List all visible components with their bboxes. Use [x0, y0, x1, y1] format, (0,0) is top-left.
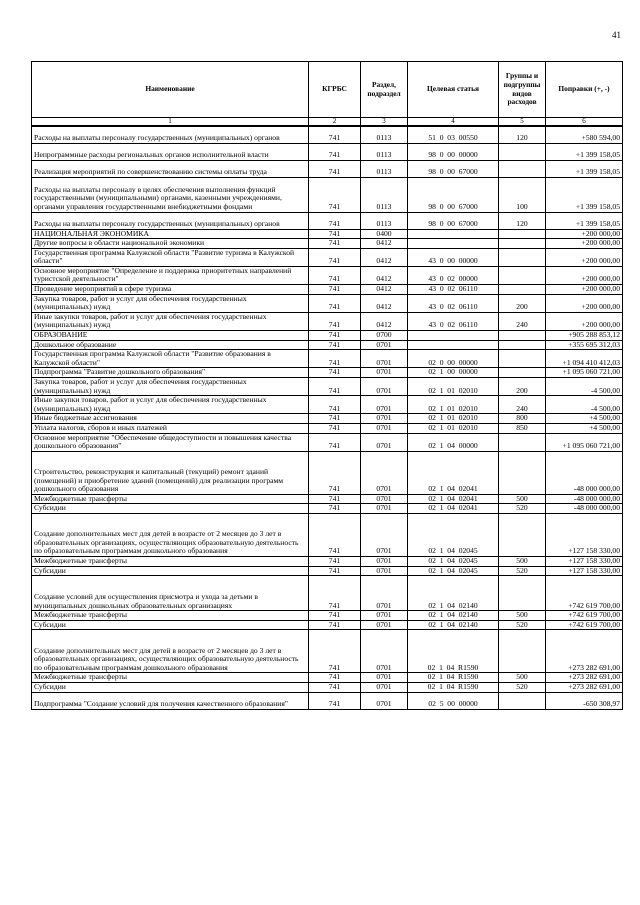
- budget-amendments-table: [31, 61, 623, 710]
- header-article: Целевая статья: [408, 62, 499, 118]
- row-expense-group: 120: [499, 126, 546, 143]
- row-target-article: [408, 239, 499, 249]
- col-number: 2: [309, 118, 361, 127]
- row-amount: -650 308,97: [546, 692, 623, 709]
- row-expense-group: [499, 576, 546, 611]
- row-target-article: 02 1 04 02041: [408, 504, 499, 514]
- row-target-article: 98 0 00 67000: [408, 177, 499, 212]
- col-number: 3: [361, 118, 408, 127]
- table-row: [32, 331, 623, 341]
- row-section: 0701: [361, 611, 408, 621]
- table-row: [32, 433, 623, 451]
- row-target-article: 02 1 01 02010: [408, 378, 499, 396]
- row-expense-group: 520: [499, 682, 546, 692]
- row-amount: +4 500,00: [546, 414, 623, 424]
- row-name: Государственная программа Калужской области "Развитие образования в Калужской области": [32, 350, 309, 368]
- row-section: 0701: [361, 451, 408, 494]
- row-expense-group: [499, 266, 546, 284]
- table-row: [32, 340, 623, 350]
- row-section: 0701: [361, 340, 408, 350]
- row-amount: +273 282 691,00: [546, 682, 623, 692]
- row-target-article: 43 0 02 06110: [408, 312, 499, 330]
- row-section: 0701: [361, 378, 408, 396]
- row-expense-group: 850: [499, 423, 546, 433]
- row-target-article: 02 1 00 00000: [408, 368, 499, 378]
- header-krbs: КГРБС: [309, 62, 361, 118]
- row-expense-group: 500: [499, 611, 546, 621]
- row-krbs: 741: [309, 566, 361, 576]
- row-name: Расходы на выплаты персоналу в целях обеспечения выполнения функций государственными (муниципальными) органами, казенными учреждениями, органами управления государственными внебюджетными фондами: [32, 177, 309, 212]
- row-expense-group: 240: [499, 312, 546, 330]
- row-amount: +200 000,00: [546, 229, 623, 239]
- table-row: [32, 423, 623, 433]
- row-name: Расходы на выплаты персоналу государственных (муниципальных) органов: [32, 212, 309, 229]
- row-section: 0113: [361, 143, 408, 160]
- row-amount: +273 282 691,00: [546, 673, 623, 683]
- table-row: [32, 368, 623, 378]
- table-row: [32, 285, 623, 295]
- row-amount: +1 399 158,05: [546, 212, 623, 229]
- row-expense-group: [499, 368, 546, 378]
- row-target-article: 98 0 00 67000: [408, 212, 499, 229]
- row-name: Субсидии: [32, 566, 309, 576]
- row-amount: -4 500,00: [546, 396, 623, 414]
- row-krbs: 741: [309, 160, 361, 177]
- row-section: 0701: [361, 630, 408, 673]
- row-section: 0701: [361, 620, 408, 630]
- row-krbs: 741: [309, 423, 361, 433]
- row-amount: +273 282 691,00: [546, 630, 623, 673]
- row-amount: +1 399 158,05: [546, 160, 623, 177]
- table-row: [32, 494, 623, 504]
- row-expense-group: [499, 630, 546, 673]
- row-name: Реализация мероприятий по совершенствованию системы оплаты труда: [32, 160, 309, 177]
- row-krbs: 741: [309, 177, 361, 212]
- row-amount: +4 500,00: [546, 423, 623, 433]
- row-krbs: 741: [309, 212, 361, 229]
- row-section: 0701: [361, 368, 408, 378]
- row-expense-group: 520: [499, 620, 546, 630]
- row-expense-group: [499, 239, 546, 249]
- row-amount: +580 594,00: [546, 126, 623, 143]
- row-target-article: 02 1 04 00000: [408, 433, 499, 451]
- row-section: 0113: [361, 177, 408, 212]
- row-krbs: 741: [309, 451, 361, 494]
- header-groups: Группы и подгруппы видов расходов: [499, 62, 546, 118]
- table-row: [32, 266, 623, 284]
- row-name: Закупка товаров, работ и услуг для обеспечения государственных (муниципальных) нужд: [32, 294, 309, 312]
- row-expense-group: 240: [499, 396, 546, 414]
- row-section: 0700: [361, 331, 408, 341]
- row-krbs: 741: [309, 513, 361, 556]
- table-row: [32, 620, 623, 630]
- col-number: 5: [499, 118, 546, 127]
- row-name: Основное мероприятие "Определение и поддержка приоритетных направлений туристской деятельности": [32, 266, 309, 284]
- table-row: [32, 504, 623, 514]
- row-amount: +200 000,00: [546, 248, 623, 266]
- row-section: 0412: [361, 294, 408, 312]
- header-name: Наименование: [32, 62, 309, 118]
- row-krbs: 741: [309, 143, 361, 160]
- row-krbs: 741: [309, 576, 361, 611]
- table-row: [32, 566, 623, 576]
- row-krbs: 741: [309, 673, 361, 683]
- table-row: [32, 160, 623, 177]
- row-amount: +1 399 158,05: [546, 143, 623, 160]
- row-name: Основное мероприятие "Обеспечение общедоступности и повышения качества дошкольного образования": [32, 433, 309, 451]
- header-amendments: Поправки (+, -): [546, 62, 623, 118]
- row-target-article: 43 0 00 00000: [408, 248, 499, 266]
- row-amount: +742 619 700,00: [546, 620, 623, 630]
- row-amount: +127 158 330,00: [546, 556, 623, 566]
- row-krbs: 741: [309, 682, 361, 692]
- row-krbs: 741: [309, 294, 361, 312]
- row-name: Субсидии: [32, 504, 309, 514]
- table-row: [32, 378, 623, 396]
- row-target-article: 02 1 04 02045: [408, 513, 499, 556]
- row-amount: -4 500,00: [546, 378, 623, 396]
- table-row: [32, 248, 623, 266]
- table-row: [32, 630, 623, 673]
- table-row: [32, 177, 623, 212]
- table-row: [32, 143, 623, 160]
- row-target-article: [408, 340, 499, 350]
- row-target-article: 02 1 04 02041: [408, 494, 499, 504]
- row-amount: +742 619 700,00: [546, 576, 623, 611]
- row-amount: +1 094 410 412,03: [546, 350, 623, 368]
- row-expense-group: 500: [499, 556, 546, 566]
- row-section: 0701: [361, 673, 408, 683]
- row-expense-group: [499, 433, 546, 451]
- row-krbs: 741: [309, 248, 361, 266]
- table-row: [32, 396, 623, 414]
- row-amount: +905 288 853,12: [546, 331, 623, 341]
- table-row: [32, 294, 623, 312]
- row-expense-group: [499, 350, 546, 368]
- table-row: [32, 312, 623, 330]
- row-name: Создание дополнительных мест для детей в возрасте от 2 месяцев до 3 лет в образовательных организациях, осуществляющих образовательную деятельность по образовательным программам дошкольного образования: [32, 630, 309, 673]
- table-row: [32, 212, 623, 229]
- row-expense-group: 200: [499, 294, 546, 312]
- row-expense-group: 200: [499, 378, 546, 396]
- header-section: Раздел, подраздел: [361, 62, 408, 118]
- row-krbs: 741: [309, 433, 361, 451]
- row-krbs: 741: [309, 630, 361, 673]
- row-target-article: 98 0 00 00000: [408, 143, 499, 160]
- row-krbs: 741: [309, 266, 361, 284]
- row-krbs: 741: [309, 331, 361, 341]
- table-row: [32, 673, 623, 683]
- row-section: 0412: [361, 285, 408, 295]
- row-section: 0701: [361, 556, 408, 566]
- row-krbs: 741: [309, 504, 361, 514]
- table-row: [32, 556, 623, 566]
- row-expense-group: [499, 451, 546, 494]
- row-target-article: 43 0 02 06110: [408, 294, 499, 312]
- table-row: [32, 682, 623, 692]
- row-target-article: [408, 331, 499, 341]
- row-target-article: 02 1 04 02140: [408, 576, 499, 611]
- row-section: 0701: [361, 566, 408, 576]
- row-name: Межбюджетные трансферты: [32, 494, 309, 504]
- row-expense-group: 500: [499, 673, 546, 683]
- row-name: Непрограммные расходы региональных органов исполнительной власти: [32, 143, 309, 160]
- row-expense-group: 120: [499, 212, 546, 229]
- row-target-article: 02 1 01 02010: [408, 396, 499, 414]
- row-expense-group: [499, 692, 546, 709]
- row-name: Расходы на выплаты персоналу государственных (муниципальных) органов: [32, 126, 309, 143]
- row-section: 0701: [361, 350, 408, 368]
- row-name: Подпрограмма "Создание условий для получения качественного образования": [32, 692, 309, 709]
- row-name: Проведение мероприятий в сфере туризма: [32, 285, 309, 295]
- row-section: 0412: [361, 266, 408, 284]
- table-header-row: [32, 62, 623, 118]
- row-target-article: 02 1 04 02045: [408, 556, 499, 566]
- table-row: [32, 611, 623, 621]
- row-section: 0701: [361, 682, 408, 692]
- row-expense-group: [499, 340, 546, 350]
- row-amount: +1 095 060 721,00: [546, 433, 623, 451]
- row-target-article: 02 1 04 02140: [408, 611, 499, 621]
- row-amount: -48 000 000,00: [546, 504, 623, 514]
- table-row: [32, 414, 623, 424]
- row-krbs: 741: [309, 620, 361, 630]
- row-krbs: 741: [309, 611, 361, 621]
- row-name: Иные закупки товаров, работ и услуг для обеспечения государственных (муниципальных) нужд: [32, 396, 309, 414]
- row-expense-group: [499, 248, 546, 266]
- row-name: Межбюджетные трансферты: [32, 556, 309, 566]
- row-section: 0113: [361, 160, 408, 177]
- row-section: 0113: [361, 212, 408, 229]
- page-number: 41: [612, 30, 621, 40]
- row-section: 0701: [361, 494, 408, 504]
- row-krbs: 741: [309, 285, 361, 295]
- row-target-article: 98 0 00 67000: [408, 160, 499, 177]
- row-expense-group: 500: [499, 494, 546, 504]
- row-krbs: 741: [309, 126, 361, 143]
- row-section: 0412: [361, 239, 408, 249]
- row-name: ОБРАЗОВАНИЕ: [32, 331, 309, 341]
- row-target-article: 02 1 04 R1590: [408, 673, 499, 683]
- row-amount: +200 000,00: [546, 294, 623, 312]
- row-section: 0701: [361, 396, 408, 414]
- row-name: Строительство, реконструкция и капитальный (текущий) ремонт зданий (помещений) и приобретение зданий (помещений) для реализации программ дошкольного образования: [32, 451, 309, 494]
- row-name: Уплата налогов, сборов и иных платежей: [32, 423, 309, 433]
- row-expense-group: [499, 229, 546, 239]
- row-krbs: 741: [309, 556, 361, 566]
- row-section: 0701: [361, 576, 408, 611]
- col-number: 1: [32, 118, 309, 127]
- row-section: 0400: [361, 229, 408, 239]
- row-name: Иные бюджетные ассигнования: [32, 414, 309, 424]
- row-target-article: 51 0 03 00550: [408, 126, 499, 143]
- row-krbs: 741: [309, 692, 361, 709]
- row-name: Создание условий для осуществления присмотра и ухода за детьми в муниципальных дошкольных образовательных организациях: [32, 576, 309, 611]
- row-expense-group: 100: [499, 177, 546, 212]
- row-name: Дошкольное образование: [32, 340, 309, 350]
- row-target-article: 02 0 00 00000: [408, 350, 499, 368]
- row-amount: +355 695 312,03: [546, 340, 623, 350]
- row-name: Межбюджетные трансферты: [32, 673, 309, 683]
- row-expense-group: [499, 160, 546, 177]
- row-amount: +127 158 330,00: [546, 513, 623, 556]
- row-target-article: [408, 229, 499, 239]
- row-name: Межбюджетные трансферты: [32, 611, 309, 621]
- table-body: [32, 126, 623, 709]
- row-name: Государственная программа Калужской области "Развитие туризма в Калужской области": [32, 248, 309, 266]
- row-expense-group: 520: [499, 504, 546, 514]
- row-target-article: 02 1 04 02045: [408, 566, 499, 576]
- row-expense-group: [499, 331, 546, 341]
- row-amount: +200 000,00: [546, 285, 623, 295]
- row-krbs: 741: [309, 239, 361, 249]
- row-krbs: 741: [309, 312, 361, 330]
- row-target-article: 02 1 04 02041: [408, 451, 499, 494]
- table-row: [32, 229, 623, 239]
- row-krbs: 741: [309, 378, 361, 396]
- row-target-article: 02 1 04 R1590: [408, 682, 499, 692]
- row-target-article: 43 0 02 00000: [408, 266, 499, 284]
- row-target-article: 02 1 01 02010: [408, 414, 499, 424]
- row-section: 0701: [361, 423, 408, 433]
- row-section: 0412: [361, 248, 408, 266]
- row-amount: +200 000,00: [546, 239, 623, 249]
- row-amount: +200 000,00: [546, 266, 623, 284]
- row-expense-group: 800: [499, 414, 546, 424]
- table-row: [32, 451, 623, 494]
- row-expense-group: [499, 285, 546, 295]
- row-target-article: 43 0 02 06110: [408, 285, 499, 295]
- row-name: Создание дополнительных мест для детей в возрасте от 2 месяцев до 3 лет в образовательных организациях, осуществляющих образовательную деятельность по образовательным программам дошкольного образования: [32, 513, 309, 556]
- row-section: 0701: [361, 504, 408, 514]
- row-name: Подпрограмма "Развитие дошкольного образования": [32, 368, 309, 378]
- row-name: Субсидии: [32, 620, 309, 630]
- row-name: Иные закупки товаров, работ и услуг для обеспечения государственных (муниципальных) нужд: [32, 312, 309, 330]
- row-amount: +1 095 060 721,00: [546, 368, 623, 378]
- row-krbs: 741: [309, 229, 361, 239]
- row-expense-group: [499, 143, 546, 160]
- table-row: [32, 350, 623, 368]
- table-row: [32, 692, 623, 709]
- row-amount: +1 399 158,05: [546, 177, 623, 212]
- row-section: 0701: [361, 414, 408, 424]
- row-amount: +742 619 700,00: [546, 611, 623, 621]
- row-section: 0701: [361, 692, 408, 709]
- row-section: 0701: [361, 433, 408, 451]
- row-target-article: 02 1 01 02010: [408, 423, 499, 433]
- row-krbs: 741: [309, 368, 361, 378]
- row-amount: -48 000 000,00: [546, 451, 623, 494]
- row-name: Другие вопросы в области национальной экономики: [32, 239, 309, 249]
- row-expense-group: 520: [499, 566, 546, 576]
- row-name: Субсидии: [32, 682, 309, 692]
- row-amount: +127 158 330,00: [546, 566, 623, 576]
- row-krbs: 741: [309, 350, 361, 368]
- table-row: [32, 239, 623, 249]
- row-target-article: 02 1 04 R1590: [408, 630, 499, 673]
- row-section: 0113: [361, 126, 408, 143]
- row-amount: +200 000,00: [546, 312, 623, 330]
- row-krbs: 741: [309, 340, 361, 350]
- row-name: НАЦИОНАЛЬНАЯ ЭКОНОМИКА: [32, 229, 309, 239]
- column-number-row: [32, 118, 623, 127]
- row-krbs: 741: [309, 414, 361, 424]
- row-expense-group: [499, 513, 546, 556]
- row-section: 0412: [361, 312, 408, 330]
- row-krbs: 741: [309, 494, 361, 504]
- table-row: [32, 576, 623, 611]
- row-section: 0701: [361, 513, 408, 556]
- row-name: Закупка товаров, работ и услуг для обеспечения государственных (муниципальных) нужд: [32, 378, 309, 396]
- table-row: [32, 126, 623, 143]
- row-krbs: 741: [309, 396, 361, 414]
- row-target-article: 02 1 04 02140: [408, 620, 499, 630]
- row-amount: -48 000 000,00: [546, 494, 623, 504]
- col-number: 6: [546, 118, 623, 127]
- table-row: [32, 513, 623, 556]
- col-number: 4: [408, 118, 499, 127]
- row-target-article: 02 5 00 00000: [408, 692, 499, 709]
